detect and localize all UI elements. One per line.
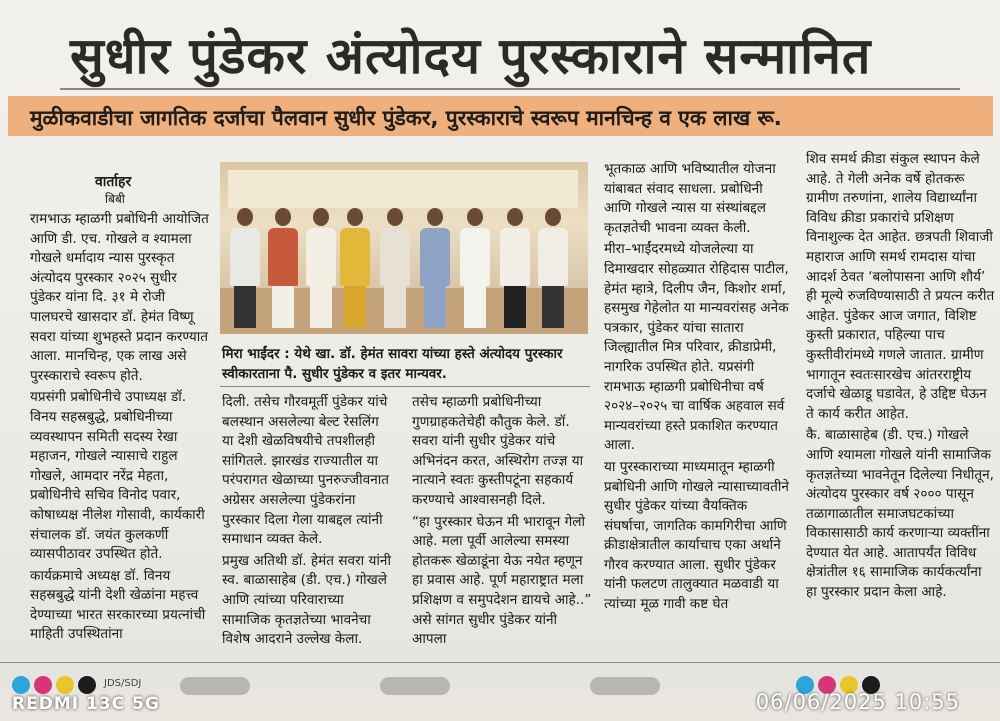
- photo-caption: मिरा भाईंदर : येथे खा. डॉ. हेमंत सावरा यांच्या हस्ते अंत्योदय पुरस्कार स्वीकारताना पै. सुधीर पुंडेकर व इतर मान्यवर.: [222, 346, 563, 382]
- cyan-registration-dot: [12, 676, 30, 694]
- paragraph: तसेच म्हाळगी प्रबोधिनीच्या गुणग्राहकतेचेही कौतुक केले. डॉ. सवरा यांनी सुधीर पुंडेकर यांचे अभिनंदन करत, अस्थिरोग तज्ज्ञ या नात्याने स्वतः कुस्तीपटूंना सहकार्य करण्याचे आश्वासनही दिले.: [412, 394, 584, 508]
- print-code: JDS/SDJ: [104, 678, 142, 689]
- caption-rule: [220, 386, 590, 387]
- headline: सुधीर पुंडेकर अंत्योदय पुरस्काराने सन्मानित: [70, 27, 872, 85]
- paragraph: दिली. तसेच गौरवमूर्ती पुंडेकर यांचे बलस्थान असलेल्या बेल्ट रेसलिंग या देशी खेळविषयीचे तपशीलही सांगितले. झारखंड राज्यातील या परंपरागत खेळाच्या पुनरुज्जीवनात अग्रेसर असलेल्या पुंडेकरांना पुरस्कार दिला गेला याबद्दल त्यांनी समाधान व्यक्त केले.: [222, 394, 390, 548]
- strap-text: मुळीकवाडीचा जागतिक दर्जाचा पैलवान सुधीर पुंडेकर, पुरस्काराचे स्वरूप मानचिन्ह व एक लाख रू.: [30, 106, 782, 130]
- photo-backdrop: [228, 170, 578, 208]
- person-figure: [340, 208, 370, 328]
- paragraph: यप्रसंगी प्रबोधिनीचे उपाध्यक्ष डॉ. विनय सहस्रबुद्धे, प्रबोधिनीच्या व्यवस्थापन समिती सदस्य रेखा महाजन, गोखले न्यासाचे राहुल गोखले, आमदार नरेंद्र मेहता, प्रबोधिनीचे सचिव विनोद पवार, कोषाध्यक्ष नीलेश गोसावी, कार्यकारी संचालक डॉ. जयंत कुलकर्णी व्यासपीठावर उपस्थित होते.: [30, 389, 205, 563]
- print-mark: [590, 677, 660, 695]
- person-figure: [268, 208, 298, 328]
- byline: वार्ताहर: [95, 174, 132, 190]
- paragraph: प्रमुख अतिथी डॉ. हेमंत सवरा यांनी स्व. बाळासाहेब (डी. एच.) गोखले आणि त्यांच्या परिवाराच्या सामाजिक कृतज्ञतेच्या भावनेचा विशेष आदराने उल्लेख केला.: [222, 552, 391, 648]
- person-figure: [420, 208, 450, 328]
- byline-place: बिबी: [105, 192, 125, 206]
- yellow-registration-dot: [56, 676, 74, 694]
- award-photo: [220, 162, 588, 334]
- column-2: [222, 393, 392, 653]
- person-figure: [500, 208, 530, 328]
- black-registration-dot: [78, 676, 96, 694]
- print-mark: [180, 677, 250, 695]
- paragraph: “हा पुरस्कार घेऊन मी भारावून गेलो आहे. मला पूर्वी आलेल्या समस्या होतकरू खेळाडूंना येऊ नयेत म्हणून हा प्रवास आहे. पूर्ण महाराष्ट्रात मला प्रशिक्षण व समुपदेशन द्यायचे आहे..” असे सांगत सुधीर पुंडेकर यांनी आपला: [412, 513, 592, 648]
- headline-rule: [60, 88, 960, 90]
- column-5: [806, 150, 996, 660]
- print-mark: [380, 677, 450, 695]
- camera-timestamp: 06/06/2025 10:55: [755, 690, 960, 714]
- paragraph: मीरा–भाईंदरमध्ये योजलेल्या या दिमाखदार सोहळ्यात रोहिदास पाटील, हेमंत म्हात्रे, दिलीप जैन, किशोर शर्मा, हसमुख गेहेलोत या मान्यवरांसह अनेक पत्रकार, पुंडेकर यांचा सातारा जिल्ह्यातील मित्र परिवार, क्रीडाप्रेमी, नागरिक उपस्थित होते. यप्रसंगी रामभाऊ म्हाळगी प्रबोधिनीचा वर्ष २०२४–२०२५ चा वार्षिक अहवाल सर्व मान्यवरांच्या हस्ते प्रकाशित करण्यात आला.: [604, 241, 789, 454]
- paragraph: शिव समर्थ क्रीडा संकुल स्थापन केले आहे. ते गेली अनेक वर्षे होतकरू ग्रामीण तरुणांना, शालेय विद्यार्थ्यांना विविध क्रीडा प्रकारांचे प्रशिक्षण विनाशुल्क देत आहेत. छत्रपती शिवाजी महाराज आणि समर्थ रामदास यांचा आदर्श ठेवत ‘बलोपासना आणि शौर्य’ ही मूल्ये रुजविण्यासाठी ते प्रयत्न करीत आहेत. पुंडेकर आज जगात, विशिष्ट कुस्ती प्रकारात, पहिल्या पाच कुस्तीवीरांमध्ये गणले जातात. ग्रामीण भागातून स्वतःसारखेच आंतरराष्ट्रीय दर्जाचे खेळाडू घडावेत, हे उद्दिष्ट घेऊन ते कार्य करीत आहेत.: [806, 151, 995, 422]
- column-4: [604, 160, 794, 660]
- camera-brand-watermark: REDMI 13C 5G: [12, 694, 160, 714]
- person-figure: [538, 208, 568, 328]
- person-figure: [306, 208, 336, 328]
- paragraph: कार्यक्रमाचे अध्यक्ष डॉ. विनय सहस्रबुद्धे यांनी देशी खेळांना महत्त्व देण्याच्या भारत सरकारच्या प्रयत्नांची माहिती उपस्थितांना: [30, 567, 206, 643]
- person-figure: [230, 208, 260, 328]
- paragraph: रामभाऊ म्हाळगी प्रबोधिनी आयोजित आणि डी. एच. गोखले व श्यामला गोखले धर्मादाय न्यास पुरस्कृत अंत्योदय पुरस्कार २०२५ सुधीर पुंडेकर यांना दि. ३१ मे रोजी पालघरचे खासदार डॉ. हेमंत विष्णू सवरा यांच्या शुभहस्ते प्रदान करण्यात आला. मानचिन्ह, एक लाख असे पुरस्काराचे स्वरूप होते.: [30, 211, 209, 384]
- paragraph: या पुरस्काराच्या माध्यमातून म्हाळगी प्रबोधिनी आणि गोखले न्यासाच्यावतीने सुधीर पुंडेकर यांच्या वैयक्तिक संघर्षाचा, जागतिक कामगिरीचा आणि क्रीडाक्षेत्रातील कार्याचाच एका अर्थाने गौरव करण्यात आला. सुधीर पुंडेकर यांनी फलटण तालुक्यात मळवाडी या त्यांच्या मूळ गावी कष्ट घेत: [604, 458, 789, 613]
- column-1: [30, 210, 210, 660]
- paragraph: भूतकाळ आणि भविष्यातील योजना यांबाबत संवाद साधला. प्रबोधिनी आणि गोखले न्यास या संस्थांबद्दल कृतज्ञतेची भावना व्यक्त केली.: [604, 161, 776, 236]
- bottom-rule: [0, 662, 1000, 663]
- magenta-registration-dot: [34, 676, 52, 694]
- person-figure: [460, 208, 490, 328]
- paragraph: कै. बाळासाहेब (डी. एच.) गोखले आणि श्यामला गोखले यांनी सामाजिक कृतज्ञतेच्या भावनेतून दिलेल्या निधीतून, अंत्योदय पुरस्कार वर्ष २००० पासून तळागाळातील समाजघटकांच्या विकासासाठी कार्य करणाऱ्या व्यक्तींना देण्यात येत आहे. आतापर्यंत विविध क्षेत्रांतील १६ सामाजिक कार्यकर्त्यांना हा पुरस्कार प्रदान केला आहे.: [806, 427, 995, 601]
- column-3: [412, 393, 592, 653]
- person-figure: [380, 208, 410, 328]
